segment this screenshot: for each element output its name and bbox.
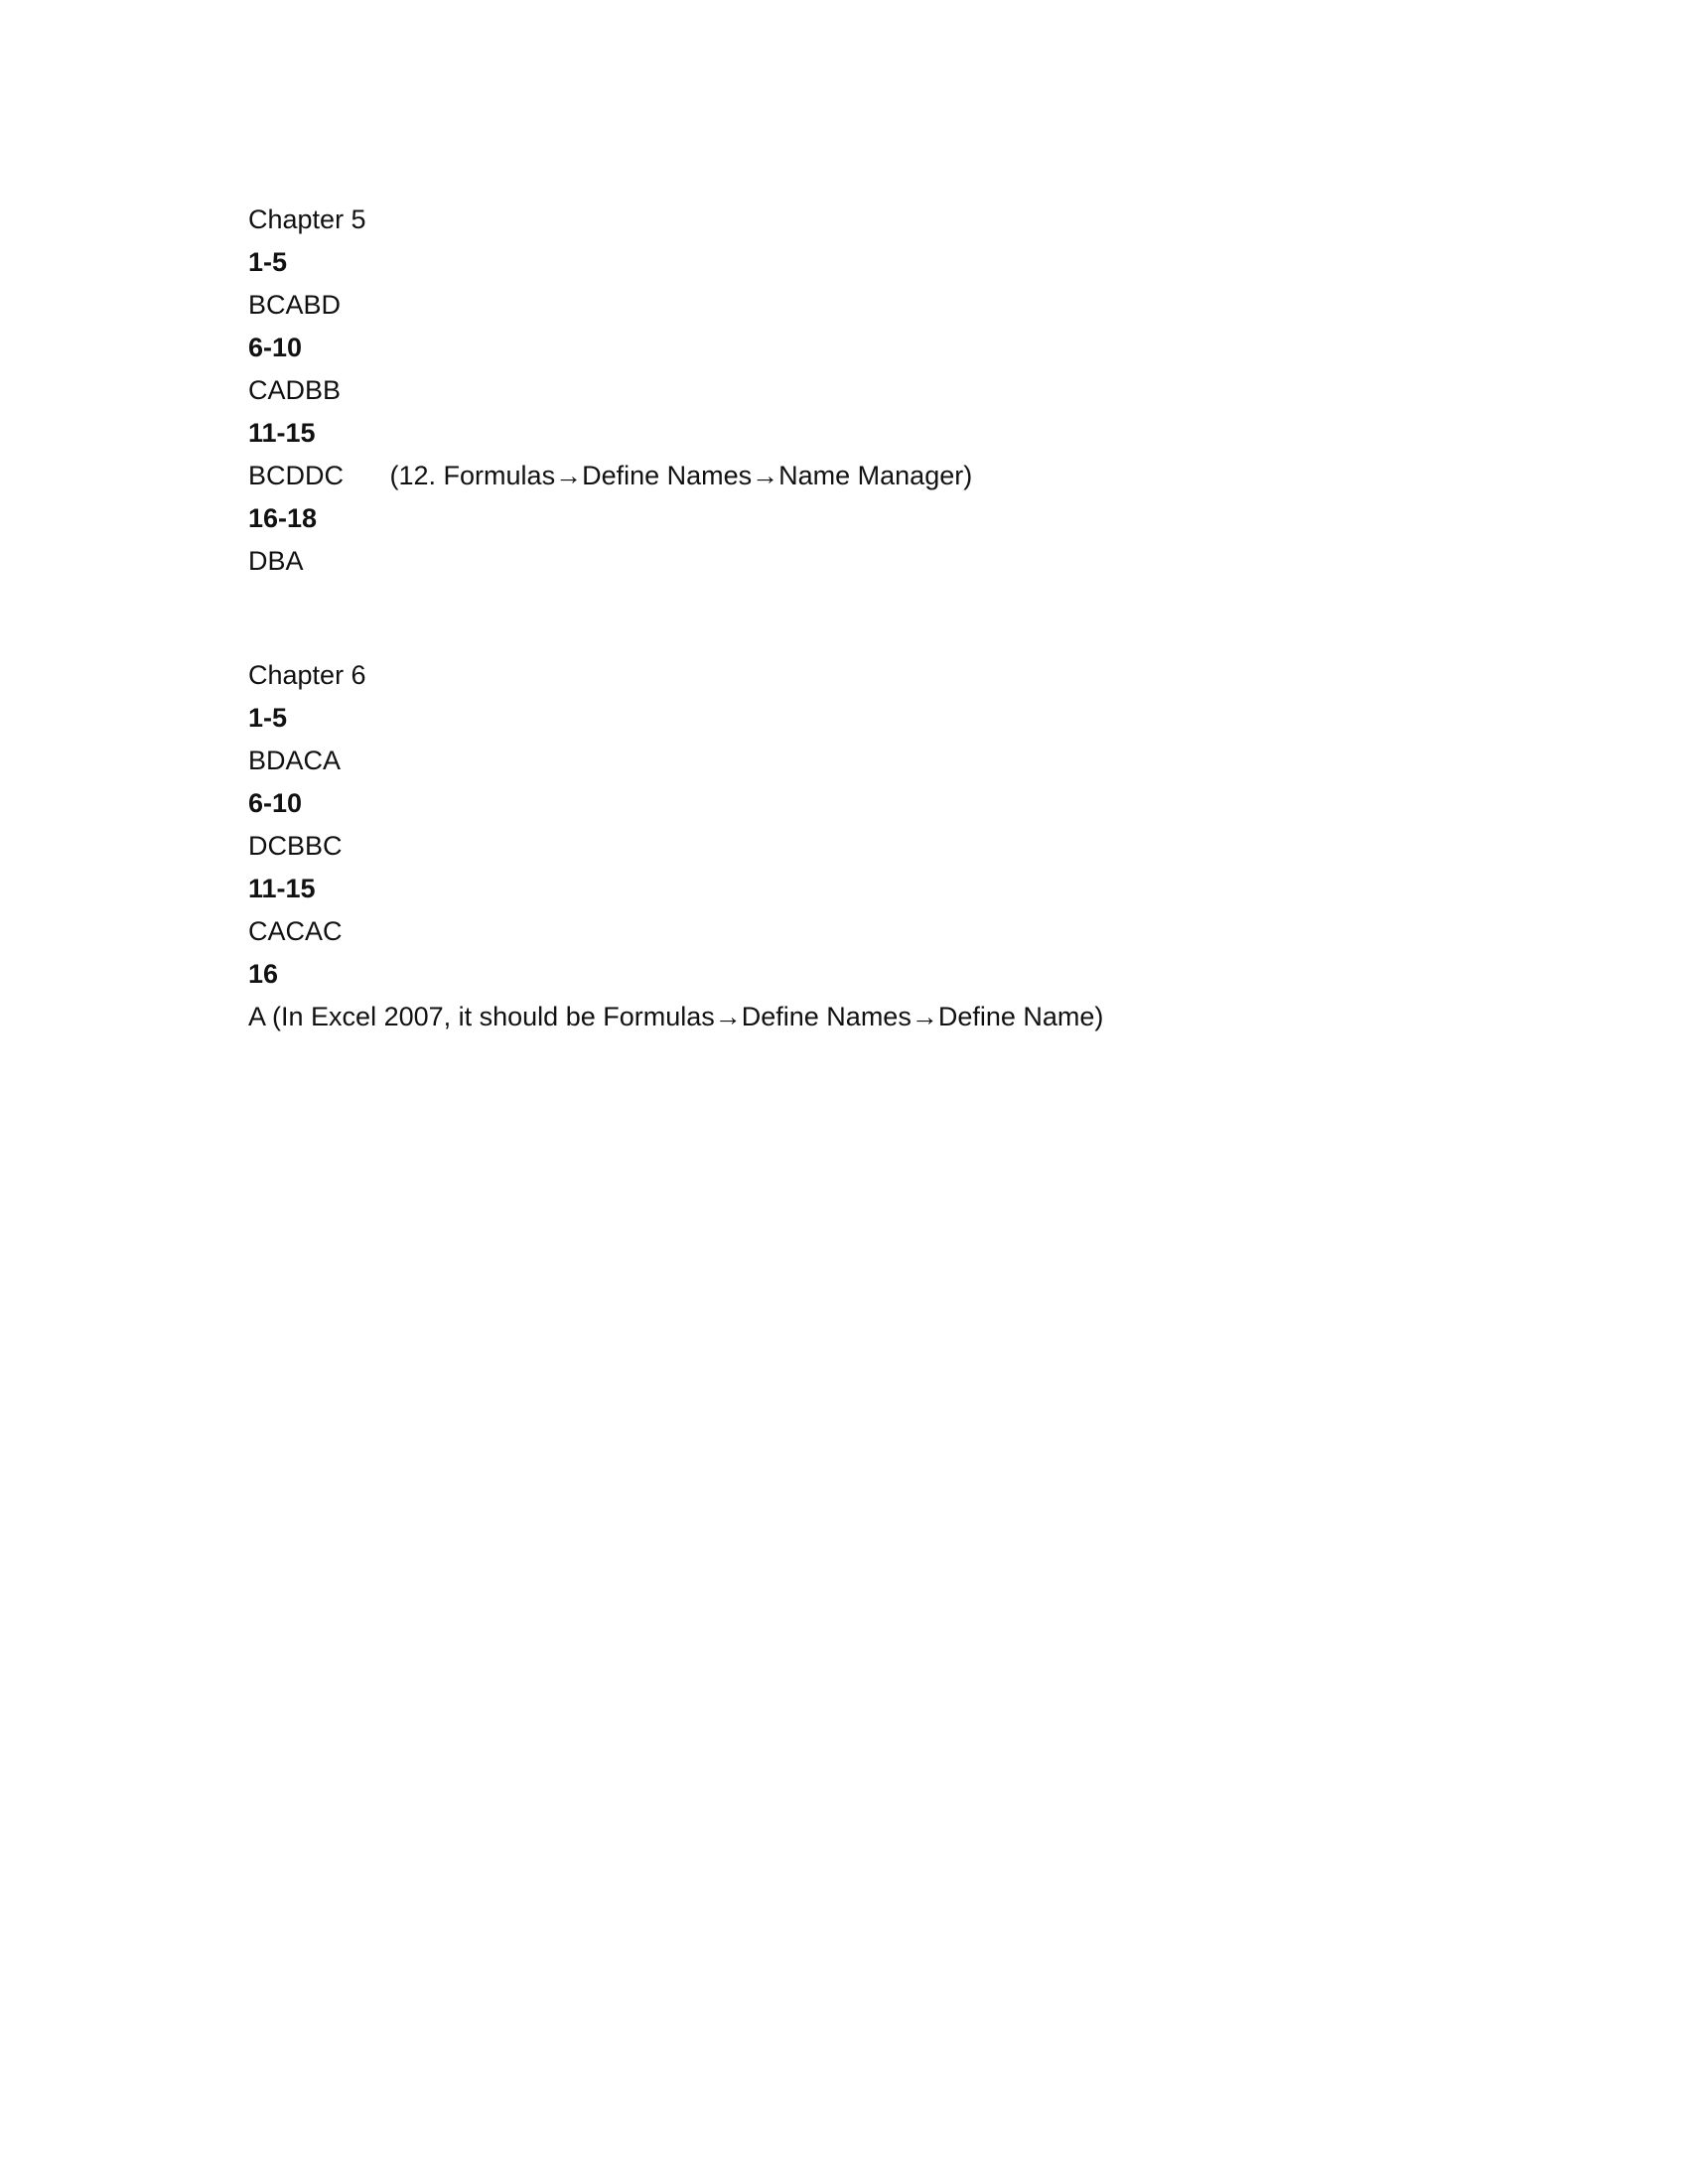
answer-line (248, 284, 1440, 327)
answer-letters: CACAC (248, 916, 343, 946)
answer-line (248, 996, 1440, 1038)
answer-line (248, 369, 1440, 412)
answer-letters: DCBBC (248, 831, 343, 861)
answer-note: (12. Formulas→Define Names→Name Manager) (389, 461, 973, 490)
question-range: 1-5 (248, 703, 288, 733)
chapter-title: Chapter 6 (248, 660, 366, 690)
question-range: 6-10 (248, 333, 303, 362)
chapter-5-section (248, 199, 1440, 583)
question-range: 6-10 (248, 788, 303, 818)
answer-letters: BDACA (248, 746, 342, 775)
question-range: 1-5 (248, 247, 288, 277)
question-range: 16-18 (248, 503, 318, 533)
question-range: 11-15 (248, 874, 316, 903)
answer-line (248, 540, 1440, 583)
answer-letters: BCABD (248, 290, 342, 320)
answer-line (248, 910, 1440, 953)
answer-key-page (248, 199, 1440, 1038)
answer-letters: BCDDC (248, 461, 345, 490)
chapter-title: Chapter 5 (248, 205, 366, 234)
answer-note: (In Excel 2007, it should be Formulas→Define Names→Define Name) (272, 1002, 1104, 1031)
answer-letters: CADBB (248, 375, 342, 405)
answer-letters: A (248, 1002, 273, 1031)
question-range: 16 (248, 959, 279, 989)
answer-line (248, 825, 1440, 868)
answer-line (248, 455, 1440, 497)
answer-letters: DBA (248, 546, 304, 576)
chapter-6-section (248, 654, 1440, 1038)
question-range: 11-15 (248, 418, 316, 448)
answer-line (248, 740, 1440, 782)
